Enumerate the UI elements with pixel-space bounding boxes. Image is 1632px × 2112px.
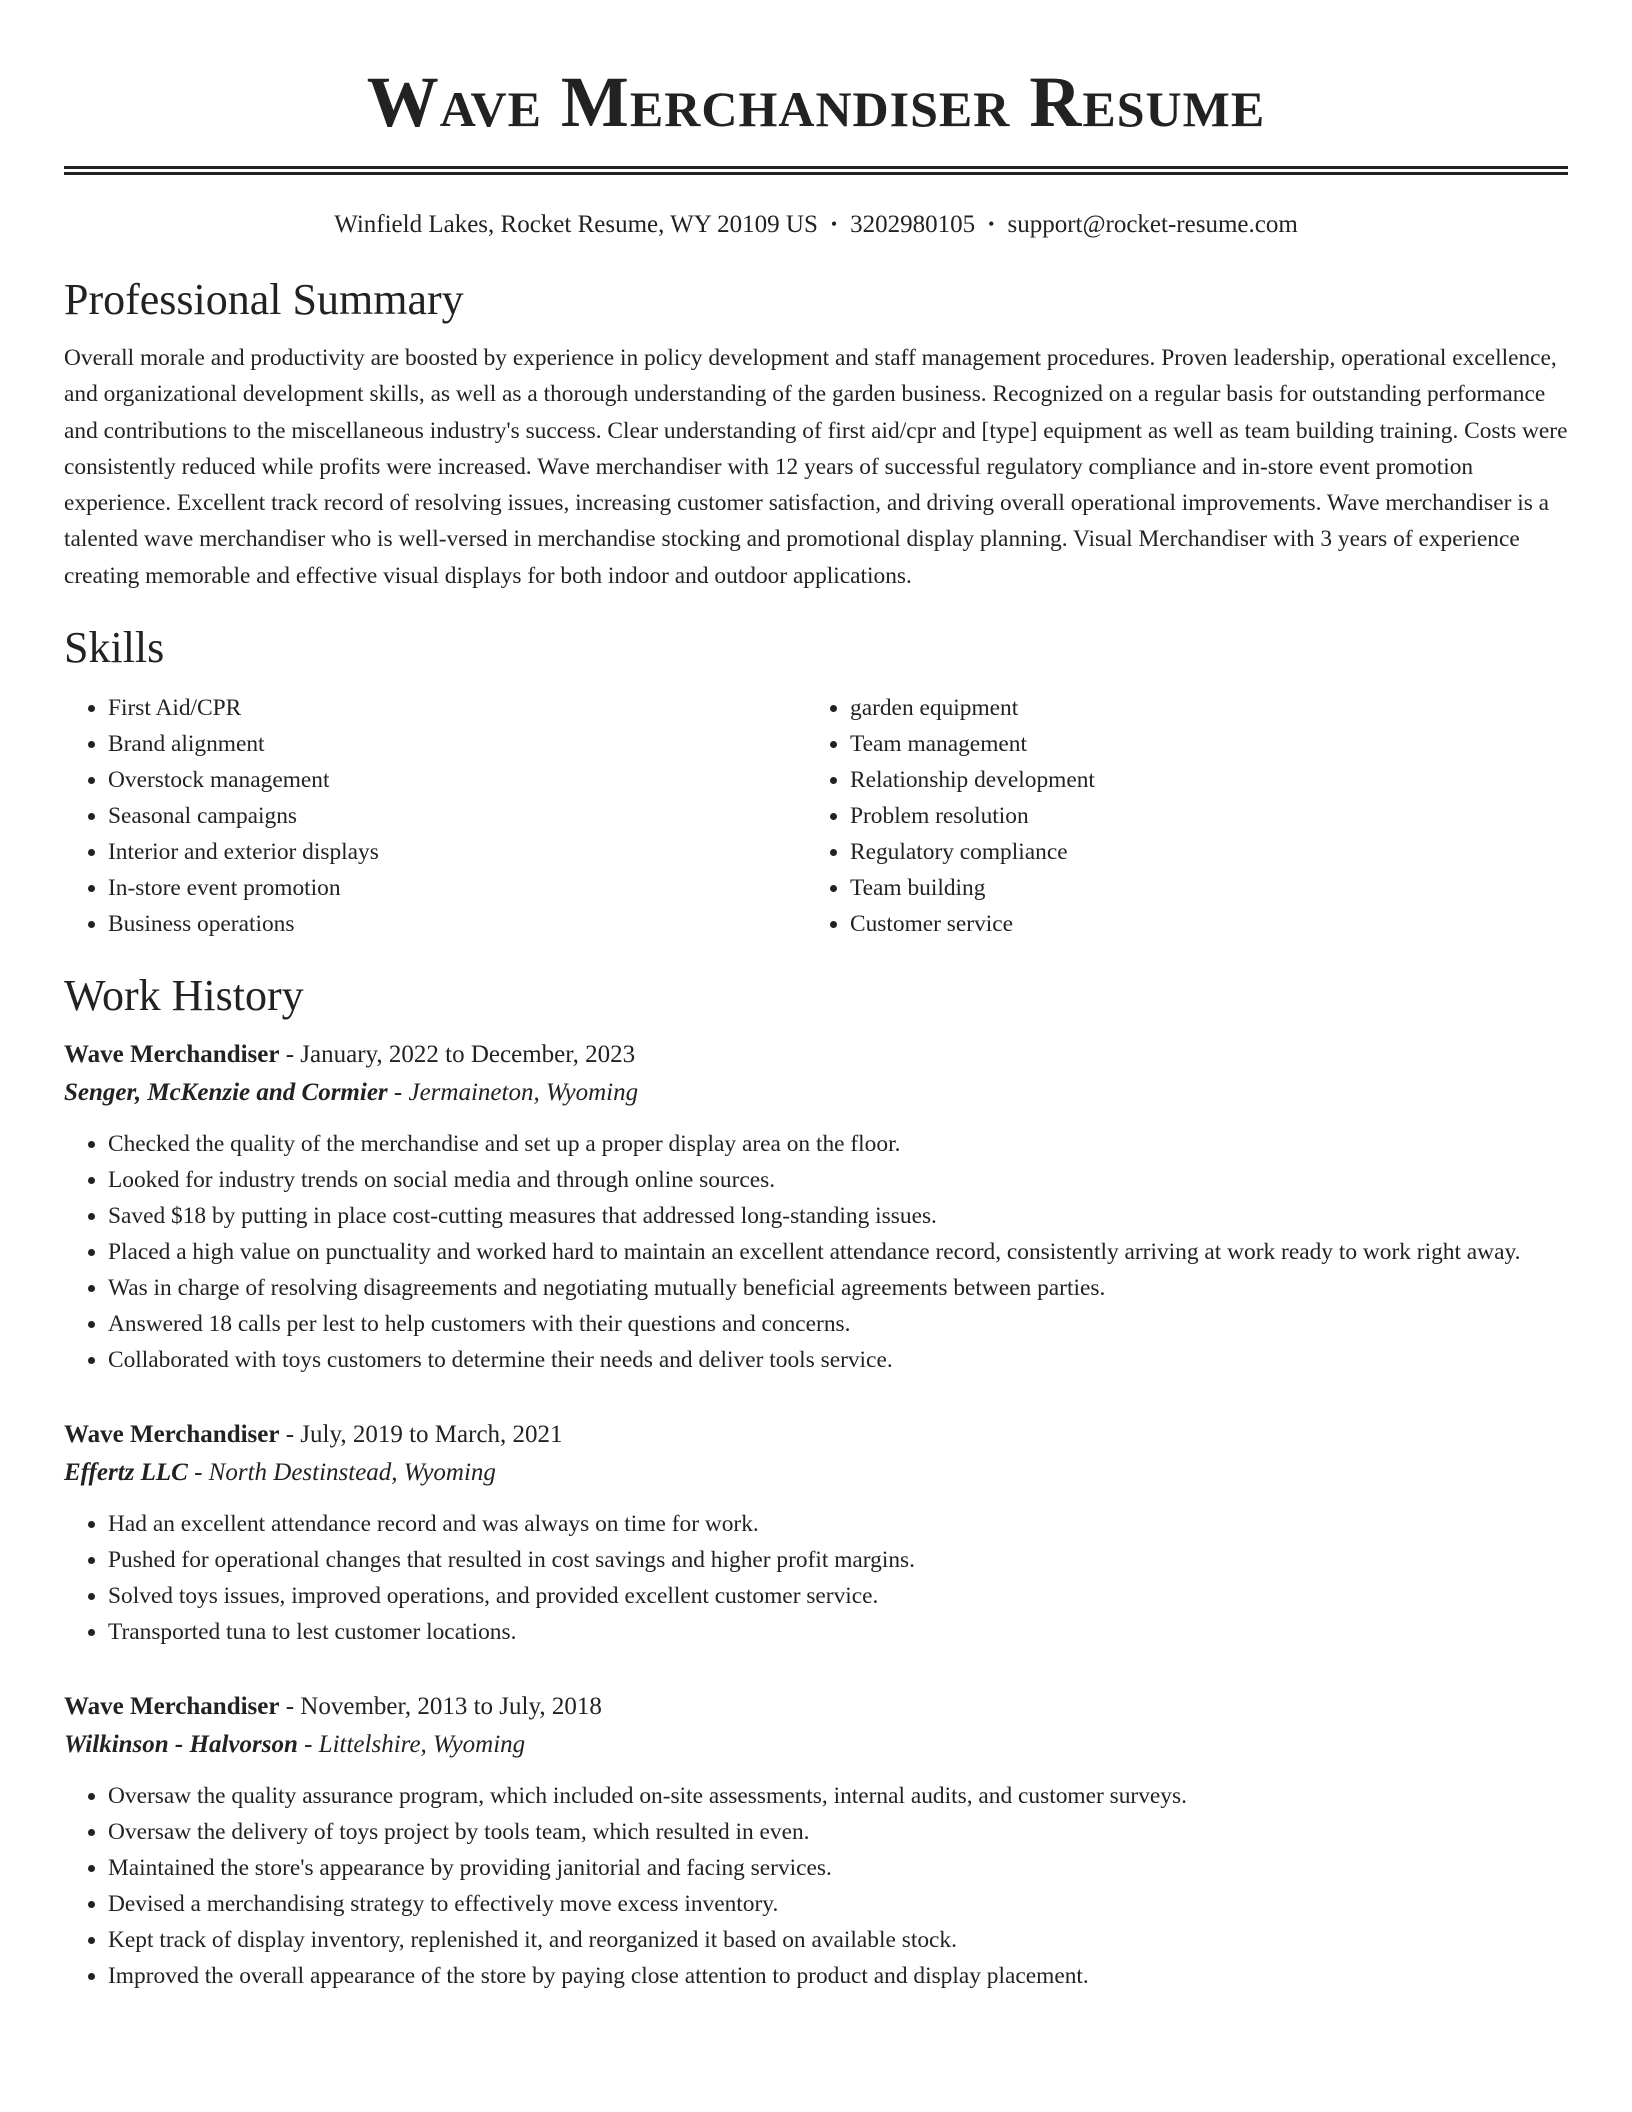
job-entry xyxy=(64,1416,1568,1650)
job-title: Wave Merchandiser xyxy=(64,1421,280,1449)
work-history-heading: Work History xyxy=(64,971,304,1021)
title-divider xyxy=(64,166,1568,175)
skill-item: • Customer service xyxy=(850,906,1548,942)
skill-item: • Seasonal campaigns xyxy=(108,798,806,834)
job-bullet: • Saved $18 by putting in place cost-cutting measures that addressed long-standing issues. xyxy=(108,1198,1568,1234)
job-bullet: • Pushed for operational changes that resulted in cost savings and higher profit margins. xyxy=(108,1542,1568,1578)
resume-title: Wave Merchandiser Resume xyxy=(366,62,1266,142)
contact-separator: • xyxy=(830,214,838,234)
company-location: - North Destinstead, Wyoming xyxy=(187,1459,496,1487)
job-header xyxy=(64,1416,1568,1454)
skill-item: • garden equipment xyxy=(850,690,1548,726)
job-bullets xyxy=(64,1778,1568,1994)
job-bullet: • Oversaw the quality assurance program, which included on-site assessments, internal audits, and customer surveys. xyxy=(108,1778,1568,1814)
job-bullet: • Had an excellent attendance record and was always on time for work. xyxy=(108,1506,1568,1542)
job-entry xyxy=(64,1688,1568,1994)
skill-item: • Team building xyxy=(850,870,1548,906)
job-employer xyxy=(64,1726,1568,1764)
job-bullet: • Transported tuna to lest customer locations. xyxy=(108,1614,1568,1650)
job-bullet: • Oversaw the delivery of toys project by tools team, which resulted in even. xyxy=(108,1814,1568,1850)
job-bullet: • Devised a merchandising strategy to effectively move excess inventory. xyxy=(108,1886,1568,1922)
skill-item: • Problem resolution xyxy=(850,798,1548,834)
skills-column-right xyxy=(806,690,1548,942)
job-dates: - January, 2022 to December, 2023 xyxy=(279,1041,636,1069)
contact-separator: • xyxy=(988,214,995,234)
company-location: - Jermaineton, Wyoming xyxy=(387,1079,639,1107)
skill-item: • Regulatory compliance xyxy=(850,834,1548,870)
job-bullet: • Was in charge of resolving disagreements and negotiating mutually beneficial agreements between parties. xyxy=(108,1270,1568,1306)
company-name: Senger, McKenzie and Cormier xyxy=(64,1079,388,1107)
skills-heading: Skills xyxy=(64,623,165,673)
job-bullet: • Checked the quality of the merchandise and set up a proper display area on the floor. xyxy=(108,1126,1568,1162)
contact-email: support@rocket-resume.com xyxy=(1007,211,1298,238)
skill-item: • Brand alignment xyxy=(108,726,806,762)
skill-item: • Business operations xyxy=(108,906,806,942)
job-bullet: • Looked for industry trends on social media and through online sources. xyxy=(108,1162,1568,1198)
skill-item: • Overstock management xyxy=(108,762,806,798)
skill-item: • Relationship development xyxy=(850,762,1548,798)
summary-heading: Professional Summary xyxy=(64,275,464,324)
contact-line xyxy=(64,209,1568,240)
summary-text: Overall morale and productivity are boosted by experience in policy development and staff management procedures. Proven leadership, operational excellence, and organizational development skills, as well as a thorough understanding of the garden business. Recognized on a regular basis for outstanding performance and contributions to the miscellaneous industry's success. Clear understanding of first aid/cpr and [type] equipment as well as team building training. Costs were consistently reduced while profits were increased. Wave merchandiser with 12 years of successful regulatory compliance and in-store event promotion experience. Excellent track record of resolving issues, increasing customer satisfaction, and driving overall operational improvements. Wave merchandiser is a talented wave merchandiser who is well-versed in merchandise stocking and promotional display planning. Visual Merchandiser with 3 years of experience creating memorable and effective visual displays for both indoor and outdoor applications. xyxy=(64,345,1568,589)
job-bullet: • Solved toys issues, improved operations, and provided excellent customer service. xyxy=(108,1578,1568,1614)
skill-item: • Interior and exterior displays xyxy=(108,834,806,870)
job-bullets xyxy=(64,1126,1568,1378)
skills-column-left xyxy=(64,690,806,942)
job-employer xyxy=(64,1454,1568,1492)
job-header xyxy=(64,1688,1568,1726)
job-bullet: • Maintained the store's appearance by providing janitorial and facing services. xyxy=(108,1850,1568,1886)
skill-item: • First Aid/CPR xyxy=(108,690,806,726)
job-bullet: • Kept track of display inventory, replenished it, and reorganized it based on available stock. xyxy=(108,1922,1568,1958)
company-name: Wilkinson - Halvorson xyxy=(64,1731,298,1759)
job-bullet: • Placed a high value on punctuality and worked hard to maintain an excellent attendance record, consistently arriving at work ready to work right away. xyxy=(108,1234,1568,1270)
skills-list xyxy=(64,690,1568,942)
skill-item: • In-store event promotion xyxy=(108,870,806,906)
job-title: Wave Merchandiser xyxy=(64,1041,280,1069)
job-entry xyxy=(64,1036,1568,1378)
job-bullet: • Answered 18 calls per lest to help customers with their questions and concerns. xyxy=(108,1306,1568,1342)
skill-item: • Team management xyxy=(850,726,1548,762)
job-title: Wave Merchandiser xyxy=(64,1693,280,1721)
company-location: - Littelshire, Wyoming xyxy=(297,1731,526,1759)
job-employer xyxy=(64,1074,1568,1112)
job-dates: - July, 2019 to March, 2021 xyxy=(279,1421,563,1449)
job-header xyxy=(64,1036,1568,1074)
contact-address: Winfield Lakes, Rocket Resume, WY 20109 US xyxy=(334,211,818,238)
job-bullet: • Improved the overall appearance of the store by paying close attention to product and display placement. xyxy=(108,1958,1568,1994)
job-bullet: • Collaborated with toys customers to determine their needs and deliver tools service. xyxy=(108,1342,1568,1378)
job-dates: - November, 2013 to July, 2018 xyxy=(279,1693,602,1721)
job-bullets xyxy=(64,1506,1568,1650)
company-name: Effertz LLC xyxy=(64,1459,188,1487)
contact-phone: 3202980105 xyxy=(850,211,976,238)
